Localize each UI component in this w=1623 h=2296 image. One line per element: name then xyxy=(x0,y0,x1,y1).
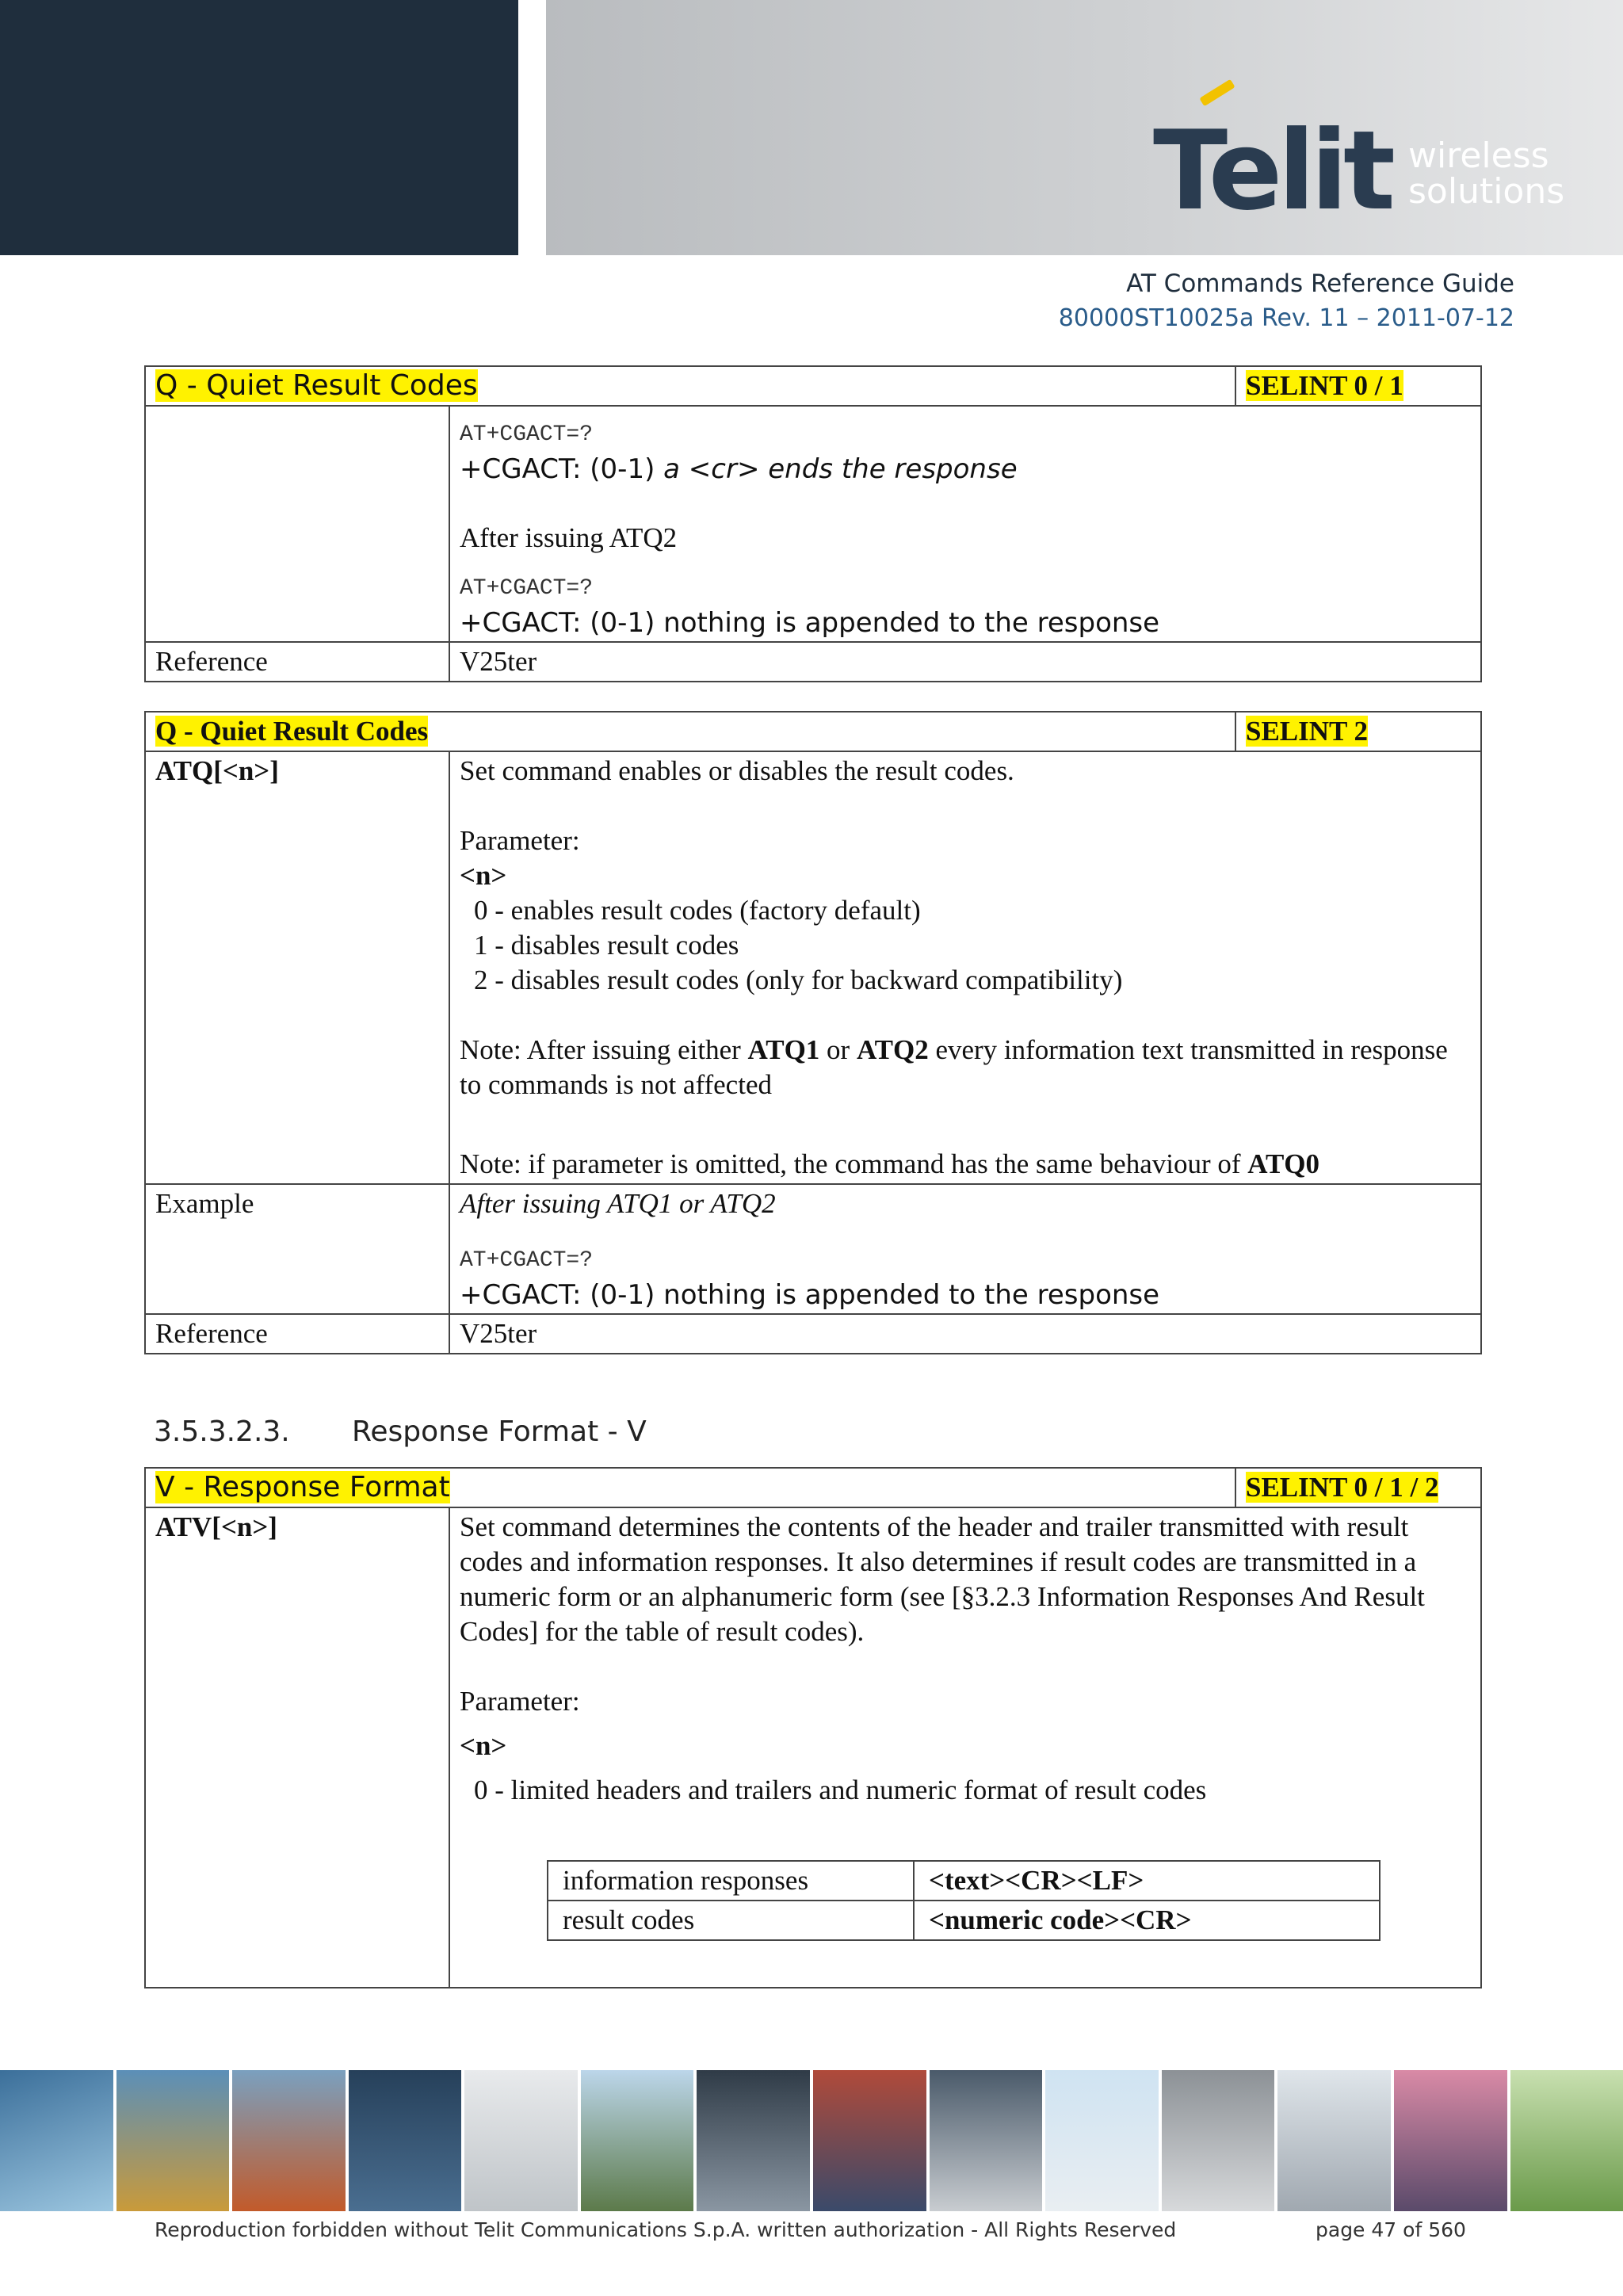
footer-photo xyxy=(813,2070,926,2211)
table-row xyxy=(145,642,1481,682)
header-dark-block xyxy=(0,0,518,255)
selint-badge: SELINT 2 xyxy=(1246,716,1369,747)
section-title: Response Format - V xyxy=(352,1415,647,1448)
table-header-row xyxy=(145,366,1481,406)
footer-photo-strip xyxy=(0,2070,1623,2211)
table-title: V - Response Format xyxy=(155,1471,450,1503)
footer-photo xyxy=(1277,2070,1391,2211)
row-value: V25ter xyxy=(449,1314,1481,1354)
row-value: V25ter xyxy=(449,642,1481,682)
footer-photo xyxy=(697,2070,810,2211)
table-row xyxy=(145,1507,1481,1988)
parameter-value: 1 - disables result codes xyxy=(474,930,739,961)
selint-badge: SELINT 0 / 1 xyxy=(1246,370,1403,401)
parameter-name: <n> xyxy=(460,860,507,891)
format-value: <text><CR><LF> xyxy=(914,1861,1380,1901)
row-label: Reference xyxy=(145,1314,449,1354)
note-affected: Note: After issuing either ATQ1 or ATQ2 every information text transmitted in response to commands is not affected xyxy=(460,1034,1448,1100)
quiet-result-codes-table-selint2 xyxy=(144,711,1482,1354)
response-line: +CGACT: (0-1) nothing is appended to the response xyxy=(460,1279,1160,1311)
table-header-row xyxy=(145,1468,1481,1507)
example-intro: After issuing ATQ1 or ATQ2 xyxy=(460,1188,776,1219)
command-syntax: ATQ[<n>] xyxy=(145,751,449,1184)
table-row xyxy=(548,1861,1380,1901)
parameter-value: 2 - disables result codes (only for backward compatibility) xyxy=(474,965,1123,995)
parameter-value: 0 - limited headers and trailers and numeric format of result codes xyxy=(474,1775,1207,1805)
section-number: 3.5.3.2.3. xyxy=(154,1415,290,1448)
command-description: Set command determines the contents of the header and trailer transmitted with result codes and information responses. It also determines if result codes are transmitted in a numeric form or an alphanumeric form (see [§3.2.3 Information Responses And Result Codes] for the table of result codes). xyxy=(460,1511,1425,1647)
footer-photo xyxy=(1510,2070,1623,2211)
command-syntax: ATV[<n>] xyxy=(145,1507,449,1988)
command-description: Set command enables or disables the result codes. xyxy=(460,755,1014,786)
section-heading xyxy=(154,1415,647,1448)
table-row xyxy=(145,1184,1481,1314)
format-table xyxy=(547,1860,1381,1941)
doc-title: AT Commands Reference Guide xyxy=(1126,269,1514,298)
footer-photo xyxy=(349,2070,462,2211)
logo-tagline-line2: solutions xyxy=(1408,170,1565,212)
parameter-value: 0 - enables result codes (factory default) xyxy=(474,895,921,926)
logo-swoosh-icon xyxy=(1199,79,1235,107)
footer-photo xyxy=(581,2070,694,2211)
parameter-name: <n> xyxy=(460,1730,507,1761)
page-number: page 47 of 560 xyxy=(1316,2218,1466,2241)
logo-tagline-line1: wireless xyxy=(1408,136,1549,176)
footer-photo xyxy=(930,2070,1043,2211)
footer-photo xyxy=(1162,2070,1275,2211)
command-example: AT+CGACT=? xyxy=(460,576,594,601)
command-example: AT+CGACT=? xyxy=(460,1248,594,1273)
table-row xyxy=(145,1314,1481,1354)
quiet-result-codes-table-selint01 xyxy=(144,365,1482,682)
telit-logo xyxy=(1153,83,1597,235)
footer-photo xyxy=(232,2070,346,2211)
table-title: Q - Quiet Result Codes xyxy=(155,716,429,747)
table-row xyxy=(145,406,1481,642)
response-text: +CGACT: (0-1) xyxy=(460,453,655,485)
parameter-label: Parameter: xyxy=(460,1686,580,1717)
table-row xyxy=(145,751,1481,1184)
row-label: Reference xyxy=(145,642,449,682)
command-example: AT+CGACT=? xyxy=(460,422,594,447)
selint-badge: SELINT 0 / 1 / 2 xyxy=(1246,1472,1439,1503)
footer-photo xyxy=(0,2070,113,2211)
footer-photo xyxy=(464,2070,578,2211)
footer-photo xyxy=(1045,2070,1159,2211)
table-header-row xyxy=(145,712,1481,751)
response-line: +CGACT: (0-1) nothing is appended to the response xyxy=(460,607,1160,639)
logo-tagline xyxy=(1408,136,1565,212)
format-label: result codes xyxy=(548,1901,914,1940)
after-issuing-text: After issuing ATQ2 xyxy=(460,522,678,553)
parameter-label: Parameter: xyxy=(460,825,580,856)
response-note: a <cr> ends the response xyxy=(663,453,1018,485)
response-line xyxy=(460,453,1471,486)
table-row xyxy=(548,1901,1380,1940)
footer-notice: Reproduction forbidden without Telit Communications S.p.A. written authorization - All Rights Reserved xyxy=(155,2218,1177,2241)
response-format-table xyxy=(144,1467,1482,1988)
logo-wordmark: Telit xyxy=(1153,107,1391,235)
note-omitted: Note: if parameter is omitted, the command has the same behaviour of ATQ0 xyxy=(460,1148,1320,1179)
row-label: Example xyxy=(145,1184,449,1314)
table-title: Q - Quiet Result Codes xyxy=(155,369,478,402)
footer-photo xyxy=(1394,2070,1507,2211)
doc-revision: 80000ST10025a Rev. 11 – 2011-07-12 xyxy=(1058,304,1514,332)
format-value: <numeric code><CR> xyxy=(914,1901,1380,1940)
format-label: information responses xyxy=(548,1861,914,1901)
footer-photo xyxy=(116,2070,230,2211)
